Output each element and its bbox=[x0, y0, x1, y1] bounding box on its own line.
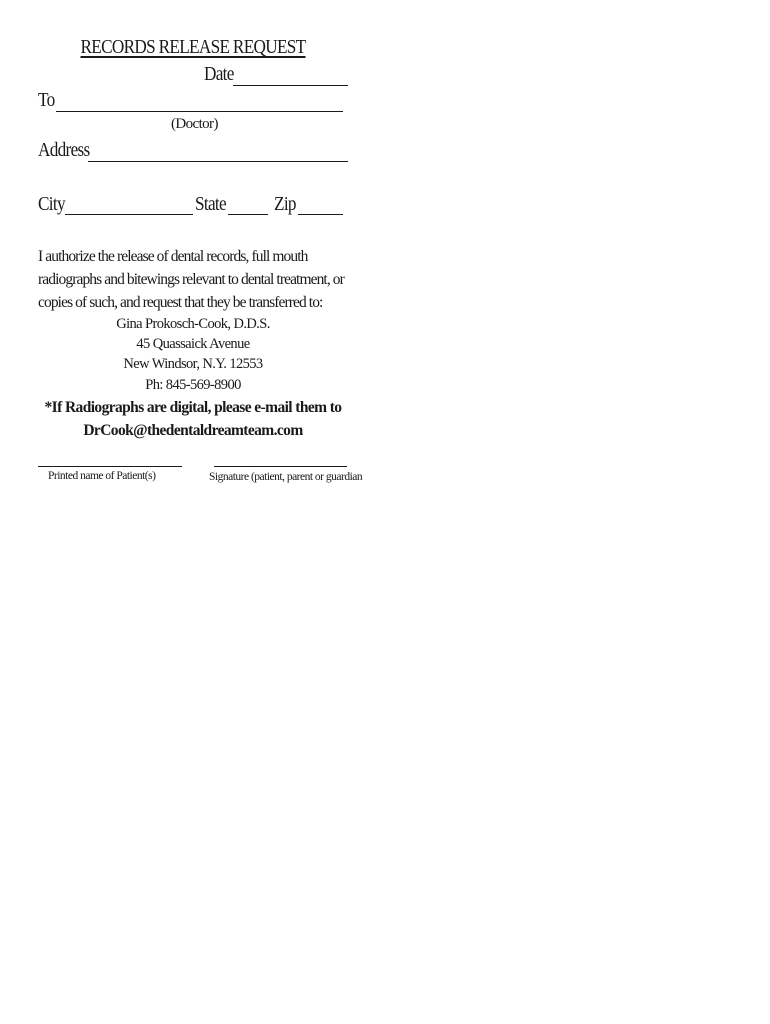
recipient-phone: Ph: 845-569-8900 bbox=[145, 377, 241, 393]
recipient-city-state-zip: New Windsor, N.Y. 12553 bbox=[123, 356, 263, 372]
to-label: To bbox=[38, 89, 55, 111]
state-field[interactable] bbox=[228, 214, 268, 215]
recipient-street: 45 Quassaick Avenue bbox=[136, 336, 250, 352]
signature-caption: Signature (patient, parent or guardian bbox=[209, 471, 363, 483]
printed-name-caption: Printed name of Patient(s) bbox=[48, 470, 156, 482]
date-field[interactable] bbox=[233, 85, 348, 86]
form-title: RECORDS RELEASE REQUEST bbox=[80, 36, 306, 58]
city-label: City bbox=[38, 193, 65, 215]
printed-name-field[interactable] bbox=[38, 466, 182, 467]
recipient-name: Gina Prokosch-Cook, D.D.S. bbox=[116, 316, 270, 332]
address-field[interactable] bbox=[88, 161, 348, 162]
zip-label: Zip bbox=[274, 193, 296, 215]
digital-radiographs-note: *If Radiographs are digital, please e-mail them to bbox=[44, 399, 342, 416]
signature-field[interactable] bbox=[214, 466, 347, 467]
address-label: Address bbox=[38, 139, 90, 161]
email-address: DrCook@thedentaldreamteam.com bbox=[83, 422, 303, 439]
city-field[interactable] bbox=[65, 214, 193, 215]
state-label: State bbox=[195, 193, 226, 215]
zip-field[interactable] bbox=[298, 214, 343, 215]
doctor-name-field[interactable] bbox=[56, 111, 343, 112]
doctor-caption: (Doctor) bbox=[171, 116, 218, 132]
date-label: Date bbox=[204, 63, 234, 85]
authorization-text: I authorize the release of dental records, full mouth radiographs and bitewings relevant to dental treatment, or copies of such, and request that they be transferred to: bbox=[38, 248, 344, 311]
